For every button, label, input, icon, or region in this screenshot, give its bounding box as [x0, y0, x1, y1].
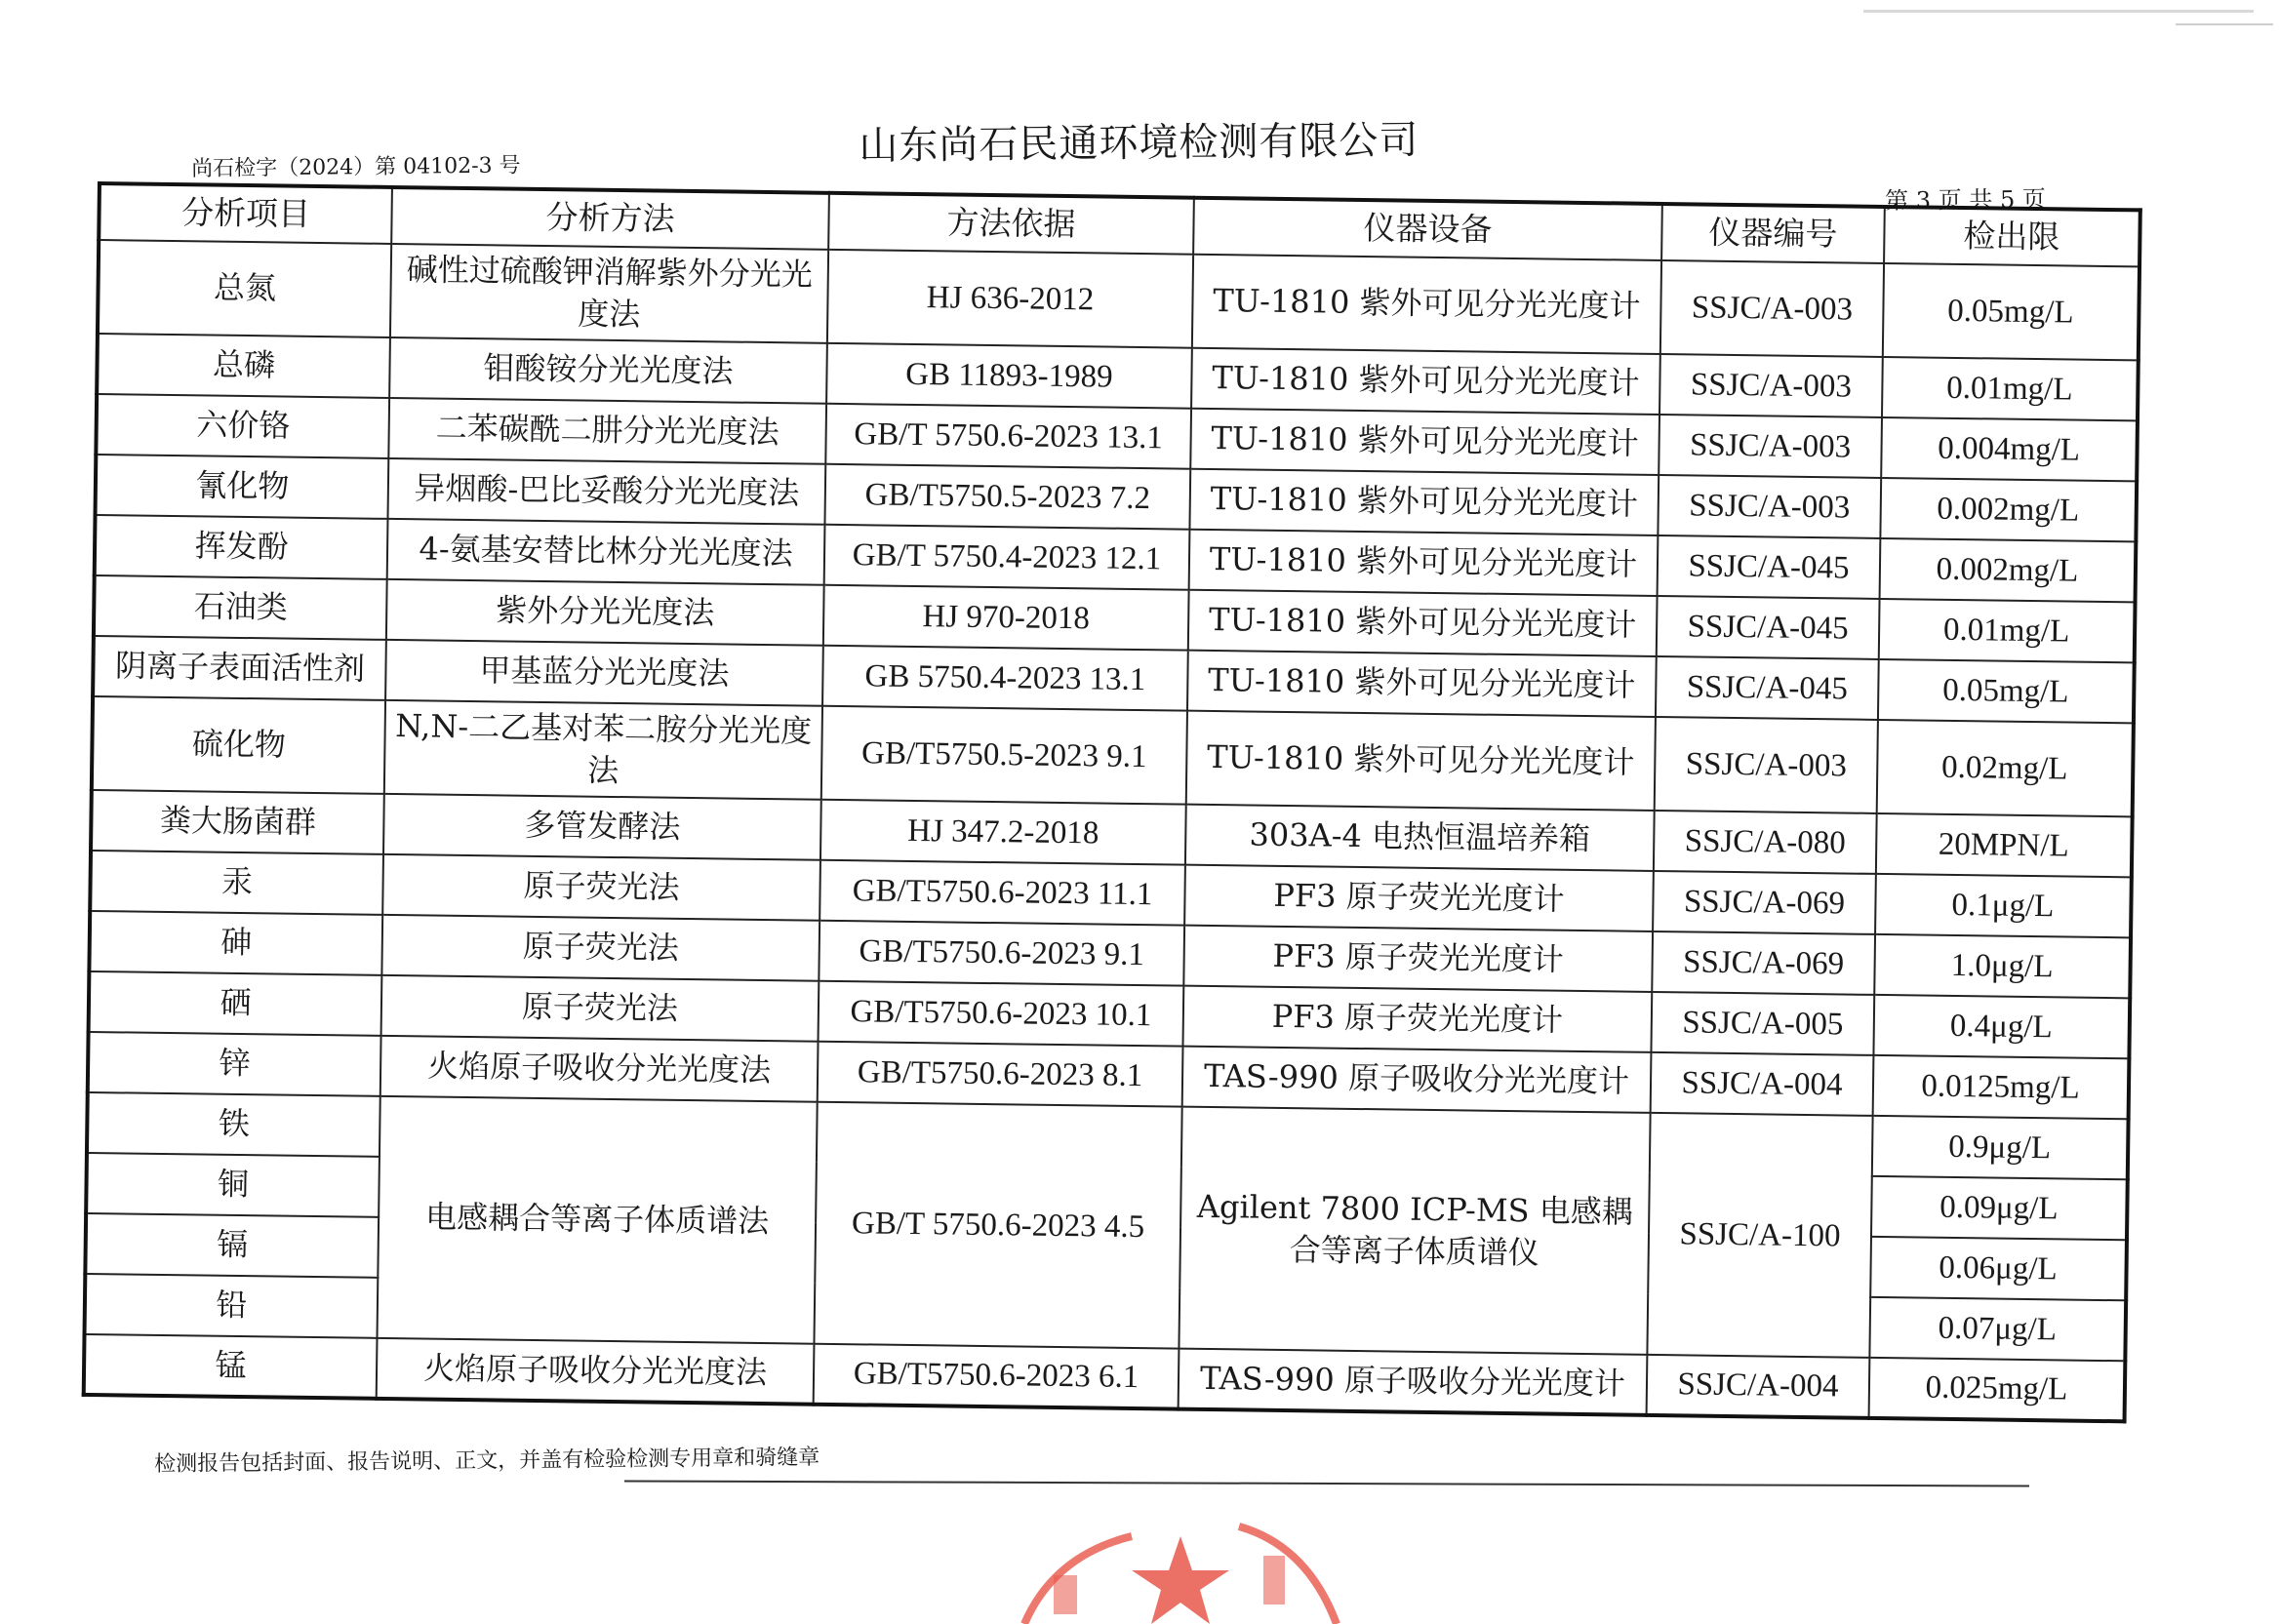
cell-item: 挥发酚 — [95, 515, 388, 579]
cell-method: 钼酸铵分光光度法 — [389, 337, 827, 404]
column-header-limit: 检出限 — [1884, 207, 2140, 266]
cell-item: 铜 — [86, 1153, 380, 1217]
cell-limit: 0.07μg/L — [1869, 1297, 2126, 1361]
cell-method-icp: 电感耦合等离子体质谱法 — [378, 1096, 818, 1344]
cell-method: 4-氨基安替比林分光光度法 — [387, 519, 825, 585]
cell-limit: 0.002mg/L — [1880, 538, 2137, 602]
cell-limit: 20MPN/L — [1876, 813, 2133, 877]
cell-basis: GB/T5750.5-2023 9.1 — [821, 706, 1187, 805]
cell-instrument: TU-1810 紫外可见分光光度计 — [1189, 469, 1659, 535]
cell-method: 异烟酸-巴比妥酸分光光度法 — [387, 458, 825, 525]
cell-code: SSJC/A-003 — [1660, 260, 1884, 357]
cell-code: SSJC/A-005 — [1651, 992, 1874, 1055]
cell-basis: GB/T5750.6-2023 10.1 — [819, 981, 1184, 1047]
cell-limit: 0.01mg/L — [1879, 599, 2136, 662]
cell-item: 粪大肠菌群 — [91, 790, 384, 854]
cell-item: 氰化物 — [96, 455, 389, 519]
cell-method: 原子荧光法 — [382, 854, 820, 921]
cell-code: SSJC/A-045 — [1657, 596, 1880, 659]
cell-basis: HJ 636-2012 — [827, 250, 1193, 348]
cell-item: 阴离子表面活性剂 — [93, 636, 386, 700]
cell-basis: HJ 970-2018 — [823, 585, 1189, 651]
cell-method: 二苯碳酰二肼分光光度法 — [388, 398, 826, 464]
page-number: 第 3 页 共 5 页 — [1885, 185, 2047, 215]
red-seal-stamp-icon — [1015, 1517, 1346, 1624]
cell-basis: GB 11893-1989 — [826, 343, 1192, 409]
column-header-code: 仪器编号 — [1661, 204, 1885, 263]
cell-limit: 0.1μg/L — [1875, 874, 2132, 937]
cell-code: SSJC/A-003 — [1659, 415, 1882, 478]
scan-edge-line — [1863, 10, 2254, 13]
cell-limit: 0.4μg/L — [1873, 995, 2130, 1058]
cell-instrument: TAS-990 原子吸收分光光度计 — [1182, 1047, 1652, 1113]
cell-basis: GB/T5750.6-2023 6.1 — [814, 1344, 1179, 1409]
cell-basis: GB/T 5750.6-2023 13.1 — [825, 404, 1191, 469]
cell-item: 锰 — [84, 1334, 378, 1399]
cell-limit: 0.05mg/L — [1878, 659, 2135, 723]
cell-code: SSJC/A-004 — [1647, 1355, 1870, 1418]
scan-edge-line-2 — [2176, 23, 2273, 25]
cell-basis: GB/T5750.6-2023 9.1 — [819, 921, 1184, 986]
cell-method: N,N-二乙基对苯二胺分光光度法 — [384, 700, 822, 800]
cell-code: SSJC/A-045 — [1658, 535, 1881, 599]
cell-instrument: PF3 原子荧光光度计 — [1182, 986, 1652, 1052]
cell-code: SSJC/A-003 — [1659, 354, 1883, 417]
cell-item: 铅 — [85, 1274, 379, 1338]
cell-instrument: PF3 原子荧光光度计 — [1183, 926, 1653, 992]
cell-instrument: TU-1810 紫外可见分光光度计 — [1186, 711, 1656, 811]
cell-instrument: TAS-990 原子吸收分光光度计 — [1179, 1349, 1648, 1415]
cell-code: SSJC/A-069 — [1652, 931, 1875, 995]
cell-code: SSJC/A-003 — [1658, 475, 1881, 538]
cell-basis: GB/T5750.5-2023 7.2 — [824, 464, 1190, 530]
cell-basis: GB 5750.4-2023 13.1 — [822, 646, 1188, 711]
footer-note: 检测报告包括封面、报告说明、正文，并盖有检验检测专用章和骑缝章 — [154, 1445, 820, 1477]
cell-code: SSJC/A-004 — [1651, 1052, 1874, 1116]
cell-limit: 1.0μg/L — [1874, 934, 2131, 998]
cell-limit: 0.0125mg/L — [1873, 1055, 2130, 1119]
cell-item: 六价铬 — [96, 394, 389, 458]
cell-method: 多管发酵法 — [383, 794, 821, 860]
cell-limit: 0.06μg/L — [1870, 1237, 2127, 1300]
cell-item: 总磷 — [97, 334, 390, 398]
cell-item: 硒 — [89, 971, 382, 1036]
cell-basis: GB/T5750.6-2023 11.1 — [820, 860, 1185, 926]
cell-limit: 0.01mg/L — [1882, 357, 2139, 420]
cell-instrument: TU-1810 紫外可见分光光度计 — [1190, 409, 1659, 475]
cell-method: 甲基蓝分光光度法 — [385, 640, 823, 706]
cell-limit: 0.05mg/L — [1883, 263, 2139, 360]
cell-instrument: TU-1810 紫外可见分光光度计 — [1189, 530, 1659, 596]
cell-instrument: PF3 原子荧光光度计 — [1184, 865, 1654, 931]
cell-limit: 0.02mg/L — [1877, 720, 2134, 816]
column-header-method: 分析方法 — [391, 187, 829, 250]
cell-code-icp: SSJC/A-100 — [1647, 1113, 1872, 1358]
cell-item: 砷 — [89, 911, 382, 975]
cell-method: 紫外分光光度法 — [386, 579, 824, 646]
cell-method: 火焰原子吸收分光光度法 — [380, 1036, 819, 1102]
cell-code: SSJC/A-069 — [1653, 871, 1876, 934]
cell-item: 汞 — [90, 851, 383, 915]
cell-basis: GB/T 5750.4-2023 12.1 — [824, 525, 1190, 590]
cell-instrument: 303A-4 电热恒温培养箱 — [1185, 805, 1655, 871]
column-header-instrument: 仪器设备 — [1193, 198, 1662, 260]
cell-method: 原子荧光法 — [381, 915, 820, 981]
company-name: 山东尚石民通环境检测有限公司 — [859, 117, 1419, 169]
cell-item: 石油类 — [94, 575, 387, 640]
report-number: 尚石检字（2024）第 04102-3 号 — [191, 153, 521, 181]
cell-code: SSJC/A-045 — [1656, 656, 1879, 720]
cell-code: SSJC/A-080 — [1654, 811, 1877, 874]
cell-instrument-icp: Agilent 7800 ICP-MS 电感耦合等离子体质谱仪 — [1179, 1107, 1650, 1355]
cell-instrument: TU-1810 紫外可见分光光度计 — [1188, 590, 1658, 656]
cell-limit: 0.002mg/L — [1880, 478, 2137, 541]
cell-item: 总氮 — [98, 240, 391, 337]
cell-method: 火焰原子吸收分光光度法 — [377, 1338, 815, 1405]
column-header-basis: 方法依据 — [828, 193, 1194, 255]
column-header-item: 分析项目 — [99, 183, 392, 244]
cell-instrument: TU-1810 紫外可见分光光度计 — [1187, 651, 1657, 717]
cell-item: 锌 — [88, 1032, 381, 1096]
cell-item: 镉 — [85, 1213, 379, 1278]
cell-item: 硫化物 — [92, 696, 385, 794]
cell-code: SSJC/A-003 — [1655, 717, 1878, 813]
cell-limit: 0.9μg/L — [1872, 1116, 2129, 1179]
cell-basis: GB/T5750.6-2023 8.1 — [818, 1042, 1183, 1107]
footer-divider — [624, 1480, 2029, 1486]
cell-instrument: TU-1810 紫外可见分光光度计 — [1192, 255, 1661, 354]
cell-instrument: TU-1810 紫外可见分光光度计 — [1191, 348, 1660, 415]
cell-basis-icp: GB/T 5750.6-2023 4.5 — [814, 1102, 1181, 1349]
cell-limit: 0.004mg/L — [1881, 417, 2138, 481]
cell-method: 原子荧光法 — [381, 975, 820, 1042]
cell-method: 碱性过硫酸钾消解紫外分光光度法 — [390, 244, 828, 343]
cell-limit: 0.09μg/L — [1871, 1176, 2128, 1240]
cell-item: 铁 — [87, 1092, 380, 1157]
cell-basis: HJ 347.2-2018 — [820, 800, 1186, 865]
cell-limit: 0.025mg/L — [1869, 1358, 2126, 1421]
analysis-table-wrapper — [82, 181, 2139, 1423]
analysis-methods-table — [82, 181, 2142, 1423]
